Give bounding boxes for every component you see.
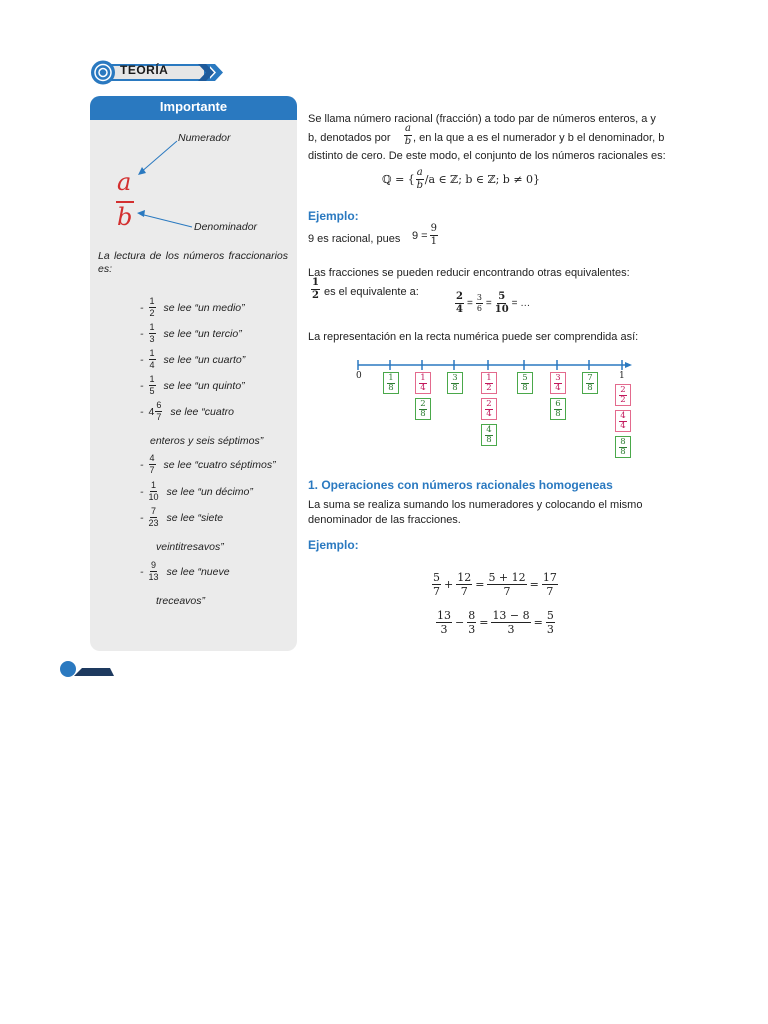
ab-fraction xyxy=(404,124,412,147)
reading-num: 1 xyxy=(149,296,155,306)
example1-text: 9 es racional, pues xyxy=(308,233,401,245)
reading-den: 23 xyxy=(148,518,159,528)
sum-e: 5 + 12 xyxy=(488,571,526,584)
definition-line-3: distinto de cero. De este modo, el conjunto de los números racionales es: xyxy=(308,150,666,162)
badge-label: TEORÍA xyxy=(120,63,169,77)
sum-h: 7 xyxy=(546,585,554,598)
n5: 5 xyxy=(498,291,506,302)
diff-e: 13 − 8 xyxy=(492,609,530,622)
reading-continuation: treceavos” xyxy=(156,595,206,607)
reading-fraction xyxy=(149,481,159,502)
box-3-4: 3 4 xyxy=(550,372,566,394)
sum-f3 xyxy=(487,572,526,597)
d4: 4 xyxy=(456,304,463,315)
reading-num: 9 xyxy=(151,560,157,570)
eq: = xyxy=(529,578,539,591)
diff-h: 3 xyxy=(546,623,554,636)
reading-fraction xyxy=(149,323,156,344)
sum-f4 xyxy=(542,572,558,597)
box-1-4: 1 4 xyxy=(415,372,431,394)
n3: 3 xyxy=(476,293,482,302)
reading-num: 1 xyxy=(149,374,155,384)
half-den: 2 xyxy=(312,290,319,301)
equiv-tail: = … xyxy=(511,298,531,309)
diff-f4 xyxy=(546,610,555,635)
sum-f2 xyxy=(456,572,472,597)
set-den: b xyxy=(416,180,423,191)
reading-den: 13 xyxy=(148,572,159,582)
nine-num: 9 xyxy=(430,223,437,234)
bullet-dash: - xyxy=(140,485,144,498)
eq: = xyxy=(533,616,543,629)
reading-fraction xyxy=(149,507,159,528)
reading-text: se lee “un décimo” xyxy=(166,485,253,498)
diff-b: 3 xyxy=(440,623,448,636)
reading-item xyxy=(140,401,234,422)
box-8-8: 8 8 xyxy=(615,436,631,458)
reading-num: 7 xyxy=(151,506,157,516)
diff-f1 xyxy=(436,610,452,635)
sum-f1 xyxy=(432,572,441,597)
frac-5-10 xyxy=(495,292,509,315)
definition-line-1: Se llama número racional (fracción) a todo par de números enteros, a y xyxy=(308,113,656,125)
reading-item xyxy=(140,349,245,370)
diff-d: 3 xyxy=(468,623,476,636)
reading-text: se lee “un tercio” xyxy=(163,327,242,340)
bullet-dash: - xyxy=(140,511,144,524)
n2: 2 xyxy=(456,291,463,302)
sum-f: 7 xyxy=(503,585,511,598)
bullet-dash: - xyxy=(140,353,144,366)
box-6-8: 6 8 xyxy=(550,398,566,420)
one-den: 1 xyxy=(430,236,437,247)
box-7-8: 7 8 xyxy=(582,372,598,394)
definition-line-2a: b, denotados por xyxy=(308,132,391,144)
panel-title: Importante xyxy=(159,99,228,114)
reading-num: 4 xyxy=(149,453,155,463)
fraction-numerator: a xyxy=(117,168,132,196)
plus-sign: + xyxy=(444,578,454,591)
set-num: a xyxy=(416,167,423,178)
number-line xyxy=(356,356,636,466)
half-num: 1 xyxy=(312,277,319,288)
equiv-chain xyxy=(455,292,530,315)
reading-text: se lee “un cuarto” xyxy=(163,353,246,366)
bullet-dash: - xyxy=(140,327,144,340)
reading-fraction xyxy=(149,454,156,475)
reading-fraction xyxy=(155,401,162,422)
half-fraction xyxy=(311,278,320,301)
box-2-8: 2 8 xyxy=(415,398,431,420)
frac-2-4 xyxy=(455,292,464,315)
reading-text: se lee “un quinto” xyxy=(163,379,245,392)
diff-f3 xyxy=(491,610,530,635)
set-formula xyxy=(382,168,540,191)
reading-text: se lee “siete xyxy=(166,511,224,524)
one-label: 1 xyxy=(619,371,625,381)
numerador-label: Numerador xyxy=(178,132,231,144)
box-4-4: 4 4 xyxy=(615,410,631,432)
box-2-4: 2 4 xyxy=(481,398,497,420)
d6: 6 xyxy=(476,304,482,313)
reading-num: 6 xyxy=(156,400,162,410)
reading-item xyxy=(140,481,253,502)
reading-fraction xyxy=(149,561,159,582)
example1-heading: Ejemplo: xyxy=(308,209,359,223)
reading-num: 1 xyxy=(151,480,157,490)
reading-item xyxy=(140,507,223,528)
numline-text: La representación en la recta numérica puede ser comprendida así: xyxy=(308,331,639,343)
diff-g: 5 xyxy=(546,609,554,622)
example1-eq xyxy=(412,224,438,247)
ab-den: b xyxy=(404,136,412,147)
box-5-8: 5 8 xyxy=(517,372,533,394)
definition-line-2b: , en la que a es el numerador y b el denominador, b xyxy=(413,132,665,144)
reading-num: 1 xyxy=(149,348,155,358)
box-3-8: 3 8 xyxy=(447,372,463,394)
reading-item xyxy=(140,561,230,582)
nine-over-one xyxy=(430,224,438,247)
reading-den: 2 xyxy=(149,308,155,318)
example2-heading: Ejemplo: xyxy=(308,538,359,552)
bullet-dash: - xyxy=(140,565,144,578)
reading-den: 10 xyxy=(148,492,159,502)
section1-line-2: denominador de las fracciones. xyxy=(308,514,461,526)
eq: = xyxy=(466,298,473,309)
diff-c: 8 xyxy=(468,609,476,622)
reading-text: se lee “un medio” xyxy=(163,301,245,314)
reading-item xyxy=(140,323,242,344)
set-formula-right: /a ∈ ℤ; b ∈ ℤ; b ≠ 0} xyxy=(424,173,541,186)
eq: = xyxy=(479,616,489,629)
reading-item xyxy=(140,297,245,318)
sum-c: 12 xyxy=(457,571,472,584)
section1-title: 1. Operaciones con números racionales homogeneas xyxy=(308,478,613,492)
frac-3-6 xyxy=(476,294,483,313)
bullet-dash: - xyxy=(140,458,144,471)
reading-continuation: veintitresavos” xyxy=(156,541,224,553)
fraction-denominator: b xyxy=(117,203,133,231)
sum-expression xyxy=(432,572,558,597)
intro-text: La lectura de los números fraccionarios es: xyxy=(98,250,288,275)
reading-den: 5 xyxy=(149,386,155,396)
sum-d: 7 xyxy=(460,585,468,598)
diff-f: 3 xyxy=(507,623,515,636)
denominador-label: Denominador xyxy=(194,221,258,233)
reading-fraction xyxy=(149,375,156,396)
reading-den: 3 xyxy=(149,334,155,344)
eq: = xyxy=(475,578,485,591)
reading-num: 1 xyxy=(149,322,155,332)
box-4-8: 4 8 xyxy=(481,424,497,446)
ab-num: a xyxy=(405,123,411,134)
bullet-dash: - xyxy=(140,405,144,418)
d10: 10 xyxy=(494,304,509,315)
box-1-2: 1 2 xyxy=(481,372,497,394)
minus-sign: − xyxy=(455,616,465,629)
page-corner-mark xyxy=(60,660,116,678)
reading-item xyxy=(140,454,276,475)
equiv-line-2: es el equivalente a: xyxy=(324,286,419,298)
sum-g: 17 xyxy=(542,571,557,584)
reading-den: 4 xyxy=(149,360,155,370)
sum-b: 7 xyxy=(433,585,440,598)
mixed-whole: 4 xyxy=(148,405,155,418)
reading-fraction xyxy=(149,349,156,370)
equiv-line-1: Las fracciones se pueden reducir encontrando otras equivalentes: xyxy=(308,267,630,279)
pointer-arrows xyxy=(130,135,200,230)
reading-fraction xyxy=(149,297,156,318)
box-2-2: 2 2 xyxy=(615,384,631,406)
eq: = xyxy=(485,298,492,309)
reading-item xyxy=(140,375,245,396)
reading-text: se lee “nueve xyxy=(166,565,230,578)
section1-line-1: La suma se realiza sumando los numeradores y colocando el mismo xyxy=(308,499,643,511)
zero-label: 0 xyxy=(356,371,362,381)
reading-text: se lee “cuatro xyxy=(170,405,234,418)
reading-text: se lee “cuatro séptimos” xyxy=(163,458,276,471)
set-fraction xyxy=(416,168,424,191)
bullet-dash: - xyxy=(140,301,144,314)
diff-a: 13 xyxy=(437,609,451,622)
box-1-8: 1 8 xyxy=(383,372,399,394)
sum-a: 5 xyxy=(433,571,440,584)
reading-den: 7 xyxy=(149,465,155,475)
diff-f2 xyxy=(467,610,476,635)
reading-den: 7 xyxy=(156,412,162,422)
bullet-dash: - xyxy=(140,379,144,392)
example1-eq-label: 9 = xyxy=(412,229,428,242)
diff-expression xyxy=(436,610,555,635)
set-formula-left: ℚ = { xyxy=(382,173,415,186)
reading-continuation: enteros y seis séptimos” xyxy=(150,435,264,447)
